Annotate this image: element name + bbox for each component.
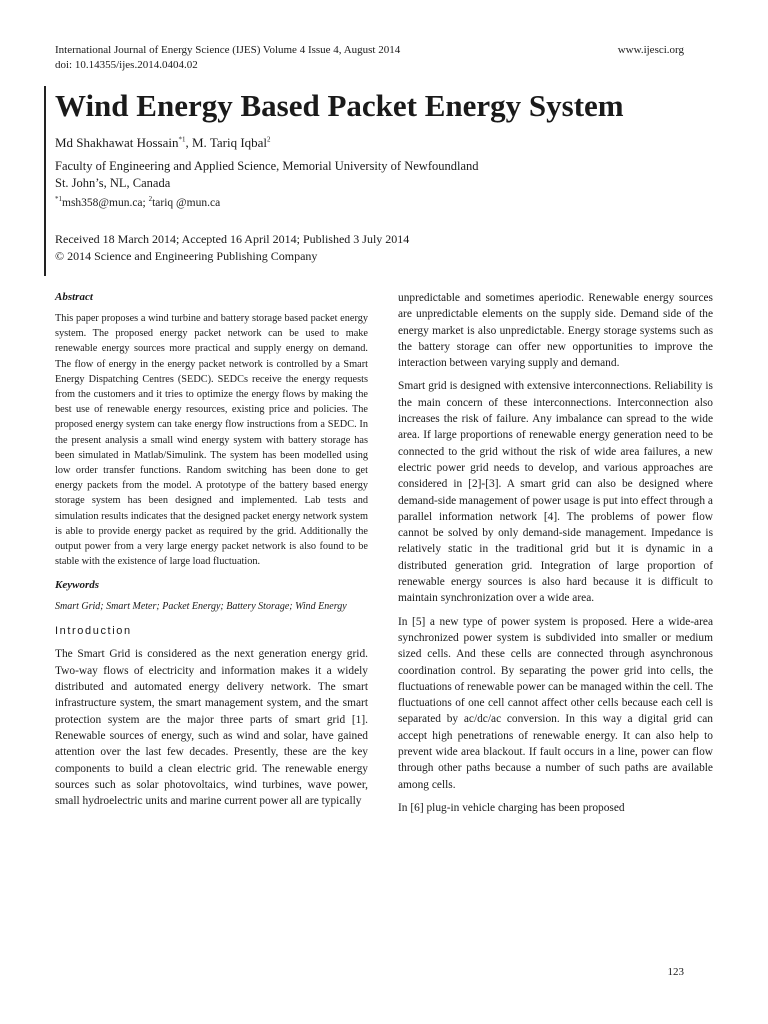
email-address: tariq @mun.ca <box>152 197 221 209</box>
body-paragraph: In [6] plug-in vehicle charging has been proposed <box>398 801 625 814</box>
running-header <box>55 43 555 73</box>
introduction-heading: Introduction <box>55 625 132 638</box>
page-number: 123 <box>667 966 684 978</box>
left-column <box>55 290 368 816</box>
author-separator: , <box>185 135 192 150</box>
abstract-heading: Abstract <box>55 291 93 303</box>
affiliation-line: St. John’s, NL, Canada <box>55 176 171 190</box>
copyright-line: © 2014 Science and Engineering Publishing Company <box>55 249 318 263</box>
author-name: M. Tariq Iqbal <box>192 135 268 150</box>
title-rule <box>44 86 46 276</box>
affiliation <box>55 158 615 192</box>
keywords-heading: Keywords <box>55 579 99 592</box>
email-superscript: 2 <box>148 195 153 204</box>
introduction-paragraph: The Smart Grid is considered as the next generation energy grid. Two-way flows of electricity and information makes it a widely distributed and automated energy delivery network. The smart infrastructure system, the smart management system, and the smart protection system are the major three parts of smart grid [1]. Renewable sources of energy, such as wind and solar, have gained attention over the last few decades. Presently, these are the key components to build a clean electric grid. The renewable energy sources such as solar photovoltaics, wind turbines, wave power, small hydroelectric units and marine current power all are typically <box>55 648 368 808</box>
author-superscript: 2 <box>267 135 271 144</box>
author-list <box>55 134 271 152</box>
author-emails <box>55 195 220 211</box>
email-address: msh358@mun.ca; <box>62 197 149 209</box>
right-column <box>398 290 713 823</box>
body-paragraph: unpredictable and sometimes aperiodic. Renewable energy sources are unpredictable elements on the supply side. Demand side of the energy market is also unpredictable. Energy storage systems such as the battery storage can offer new opportunities to improve the interaction between varying supply and demand. <box>398 292 713 370</box>
journal-citation: International Journal of Energy Science (IJES) Volume 4 Issue 4, August 2014 <box>55 44 401 56</box>
doi: doi: 10.14355/ijes.2014.0404.02 <box>55 59 198 71</box>
email-superscript: *1 <box>55 195 62 204</box>
body-paragraph: Smart grid is designed with extensive interconnections. Reliability is the main concern of these interconnections. Interconnection also increases the risk of failure. Any imbalance can spread to the wide area. If large proportions of renewable energy generation need to be connected to the grid without the risk of wide area failures, a new electric power grid needs to develop, and various approaches are considered in [2]-[3]. A smart grid can also be designed where demand-side management of power usage is put into effect through a parallel information network [4]. The problems of power flow cannot be solved by only demand-side management. Impedance is relatively static in the traditional grid but it is dynamic in a distributed generation grid. Integration of large proportion of renewable energy sources is also hard because it is difficult to maintain synchronization over a wide area. <box>398 380 713 605</box>
publication-dates <box>55 231 655 265</box>
body-paragraph: In [5] a new type of power system is proposed. Here a wide-area synchronized power system is subdivided into smaller or medium sized cells. And these cells are connected through asynchronous coordination control. By separating the power grid into cells, the fluctuations of renewable power can be managed within the cell. The fluctuations of one cell cannot affect other cells because each cell is separated by ac/dc/ac conversion. In this way a digital grid can accept high penetrations of renewable energy. It can also help to prevent wide area blackout. If fault occurs in a line, power can flow through other paths because a number of such paths are available among cells. <box>398 615 713 791</box>
abstract-text: This paper proposes a wind turbine and battery storage based packet energy system. The proposed energy packet network can be used to make renewable energy sources more practical and supply energy on demand. The flow of energy in the energy packet network is controlled by a Smart Energy Dispatching Centres (SEDC). SEDCs receive the energy requests from the customers and it tries to optimize the energy flows by making the best use of renewable energy resources, existing price and policies. The proposed energy system can take energy flow instructions from a SEDC. In the present analysis a small wind energy system with battery storage has been simulated in Matlab/Simulink. The system has been modelled using low order transfer functions. Random switching has been done to get energy packets from the model. A prototype of the battery based energy storage system has been designed and implemented. Lab tests and simulation results indicates that the designed packet energy network system is able to provide energy packet as required by the grid. Additionally the output power from a very large energy packet network is also found to be stable with the existence of large load fluctuation. <box>55 313 368 568</box>
received-accepted-published: Received 18 March 2014; Accepted 16 April 2014; Published 3 July 2014 <box>55 232 410 246</box>
keywords-text: Smart Grid; Smart Meter; Packet Energy; Battery Storage; Wind Energy <box>55 601 347 613</box>
paper-title: Wind Energy Based Packet Energy System <box>55 88 624 123</box>
journal-website: www.ijesci.org <box>617 44 684 56</box>
author-name: Md Shakhawat Hossain <box>55 135 179 150</box>
author-superscript: *1 <box>178 135 186 144</box>
affiliation-line: Faculty of Engineering and Applied Science, Memorial University of Newfoundland <box>55 159 479 173</box>
